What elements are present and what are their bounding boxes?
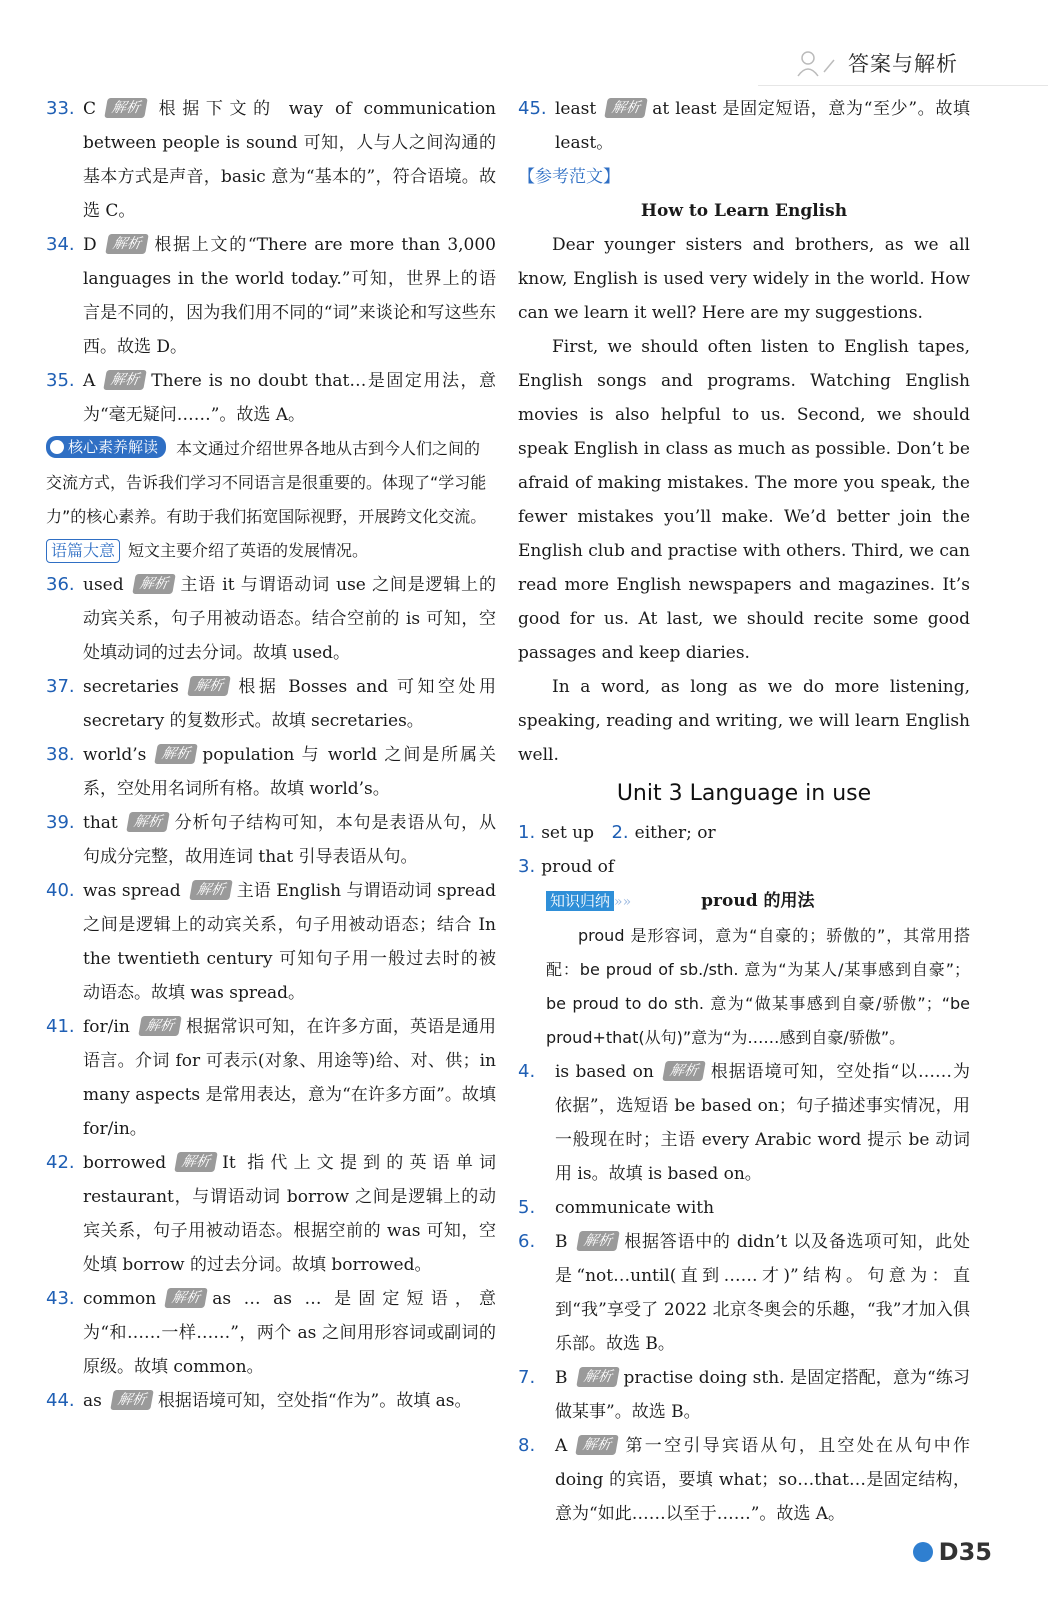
item-number: 35. [46,370,75,391]
answer: common [83,1289,157,1309]
right-column [518,92,970,1531]
item-number: 1. [518,822,536,843]
essay-paragraph: First, we should often listen to English tapes, English songs and programs. Watching English movies is also helpful to us. Second, we should speak English in class as much as possible. Don’t be afraid of making mistakes. The more you speak, the fewer mistakes you’ll make. We’d better join the English club and practise with others. Third, we can read more English newspapers and magazines. It’s good for us. At last, we should recite some good passages and keep diaries. [518,337,970,663]
answer-row [518,850,970,884]
analysis-tag: 解析 [189,880,233,900]
item-number: 38. [46,744,75,765]
answer: world’s [83,745,147,765]
analysis-tag: 解析 [164,1288,208,1308]
answer-item [46,738,496,806]
answer: was spread [83,881,181,901]
answer: C [83,99,97,119]
item-number: 43. [46,1288,75,1309]
answer: communicate with [555,1198,715,1218]
item-number: 33. [46,98,75,119]
page-header [758,40,1048,86]
analysis-text: population 与 world 之间是所属关系，空处用名词所有格。故填 world’s。 [83,745,496,799]
header-title: 答案与解析 [848,51,958,76]
analysis-text: 根据语境可知，空处指“以……为依据”，选短语 be based on；句子描述事实情况，用一般现在时；主语 every Arabic word 提示 be 动词用 is。故填 is based on。 [555,1062,970,1184]
answer-item [46,1282,496,1384]
answer: B [555,1368,568,1388]
answer-item [46,1146,496,1282]
answer: set up [541,823,595,843]
answer: B [555,1232,568,1252]
analysis-text: at least 是固定短语，意为“至少”。故填 least。 [555,99,970,153]
item-number: 41. [46,1016,75,1037]
analysis-text: as … as … 是固定短语，意为“和……一样……”，两个 as 之间用形容词或副词的原级。故填 common。 [83,1289,496,1377]
answer: least [555,99,597,119]
answer-item [518,1361,970,1429]
analysis-text: 主语 English 与谓语动词 spread 之间是逻辑上的动宾关系，句子用被动语态；结合 In the twentieth century 可知句子用一般过去时的被动语态。故填 was spread。 [83,881,496,1003]
answer-item [46,1010,496,1146]
analysis-tag: 解析 [187,676,231,696]
sample-essay-tag: 【参考范文】 [518,167,620,187]
answer: for/in [83,1017,130,1037]
analysis-tag: 解析 [104,98,148,118]
item-number: 4. [518,1061,536,1082]
analysis-text: 根据语境可知，空处指“作为”。故填 as。 [157,1391,472,1411]
analysis-text: practise doing sth. 是固定搭配，意为“练习做某事”。故选 B。 [555,1368,970,1422]
analysis-text: There is no doubt that…是固定用法，意为“毫无疑问……”。故选 A。 [83,371,496,425]
analysis-text: 根据 Bosses and 可知空处用 secretary 的复数形式。故填 secretaries。 [83,677,496,731]
core-literacy-text: 本文通过介绍世界各地从古到今人们之间的交流方式，告诉我们学习不同语言是很重要的。体现了“学习能力”的核心素养。有助于我们拓宽国际视野，开展跨文化交流。 [46,439,487,526]
analysis-text: 根据答语中的 didn’t 以及备选项可知，此处是“not…until(直到……才)”结构。句意为：直到“我”享受了 2022 北京冬奥会的乐趣，“我”才加入俱乐部。故选 B。 [555,1232,970,1354]
answer-item [46,1384,496,1418]
analysis-text: 根据常识可知，在许多方面，英语是通用语言。介词 for 可表示(对象、用途等)给、对、供；in many aspects 是常用表达，意为“在许多方面”。故填 for/in。 [83,1017,496,1139]
item-number: 7. [518,1367,536,1388]
answer-item [46,874,496,1010]
item-number: 42. [46,1152,75,1173]
analysis-text: It 指代上文提到的英语单词 restaurant，与谓语动词 borrow 之间是逻辑上的动宾关系，句子用被动语态。根据空前的 was 可知，空处填 borrow 的过去分词。故填 borrowed。 [83,1153,496,1275]
item-number: 36. [46,574,75,595]
essay-paragraph: In a word, as long as we do more listening, speaking, reading and writing, we will learn English well. [518,677,970,765]
item-number: 3. [518,856,536,877]
answer-item [46,364,496,432]
answer-item [518,1191,970,1225]
item-number: 8. [518,1435,536,1456]
answer-item [518,1225,970,1361]
summary-block [46,534,496,568]
analysis-tag: 解析 [132,574,176,594]
item-number: 34. [46,234,75,255]
core-literacy-block [46,432,496,534]
page-footer [913,1538,992,1566]
page-marker-icon [913,1542,933,1562]
analysis-text: 根据上文的“There are more than 3,000 languages in the world today.”可知，世界上的语言是不同的，因为我们用不同的“词”来谈论和写这些东西。故选 D。 [83,235,496,357]
analysis-text: 分析句子结构可知，本句是表语从句，从句成分完整，故用连词 that 引导表语从句。 [83,813,496,867]
answer: A [555,1436,568,1456]
answer: A [83,371,96,391]
analysis-tag: 解析 [155,744,199,764]
answer-item [518,92,970,160]
unit-title: Unit 3 Language in use [616,781,872,806]
item-number: 5. [518,1197,536,1218]
analysis-text: 根据下文的 way of communication between people is sound 可知，人与人之间沟通的基本方式是声音，basic 意为“基本的”，符合语境。故选 C。 [83,99,496,221]
item-number: 40. [46,880,75,901]
analysis-tag: 解析 [110,1390,154,1410]
answer-row [518,816,970,850]
knowledge-summary-title: proud 的用法 [701,891,815,911]
answer-item [518,1055,970,1191]
analysis-tag: 解析 [138,1016,182,1036]
item-number: 45. [518,98,547,119]
badge-icon [50,440,64,454]
core-literacy-tag: 核心素养解读 [46,436,166,458]
answer: borrowed [83,1153,167,1173]
arrow-icon: »» [614,894,632,910]
item-number: 39. [46,812,75,833]
analysis-tag: 解析 [104,370,148,390]
page-number: D35 [938,1538,992,1566]
analysis-tag: 解析 [105,234,149,254]
item-number: 37. [46,676,75,697]
analysis-tag: 解析 [662,1061,706,1081]
analysis-tag: 解析 [126,812,170,832]
analysis-tag: 解析 [174,1152,218,1172]
answer-item [46,568,496,670]
analysis-tag: 解析 [576,1231,620,1251]
item-number: 2. [611,822,629,843]
analysis-tag: 解析 [576,1367,620,1387]
answer-item [518,1429,970,1531]
analysis-tag: 解析 [604,98,648,118]
summary-tag: 语篇大意 [46,539,120,563]
knowledge-summary-text: proud 是形容词，意为“自豪的；骄傲的”，其常用搭配：be proud of sb./sth. 意为“为某人/某事感到自豪”；be proud to do sth. 意为“做某事感到自豪/骄傲”；“be proud+that(从句)”意为“为……感到自豪/骄傲”。 [546,926,970,1047]
knowledge-summary-tag: 知识归纳 [546,891,614,911]
analysis-text: 第一空引导宾语从句，且空处在从句中作 doing 的宾语，要填 what；so…that…是固定结构，意为“如此……以至于……”。故选 A。 [555,1436,970,1524]
answer: used [83,575,124,595]
item-number: 6. [518,1231,536,1252]
analysis-text: 主语 it 与谓语动词 use 之间是逻辑上的动宾关系，句子用被动语态。结合空前的 is 可知，空处填动词的过去分词。故填 used。 [83,575,496,663]
knowledge-summary-body [518,919,970,1055]
left-column [46,92,496,1418]
knowledge-summary-header [518,884,970,919]
answer-item [46,228,496,364]
answer: secretaries [83,677,179,697]
answer-item [46,92,496,228]
answer: either; or [634,823,716,843]
answer: as [83,1391,102,1411]
summary-text: 短文主要介绍了英语的发展情况。 [128,541,369,560]
item-number: 44. [46,1390,75,1411]
essay-title: How to Learn English [640,201,848,221]
answer-item [46,806,496,874]
answer: D [83,235,97,255]
person-icon [794,48,838,78]
essay-paragraph: Dear younger sisters and brothers, as we all know, English is used very widely in the world. How can we learn it well? Here are my suggestions. [518,235,970,323]
answer: that [83,813,118,833]
answer: is based on [555,1062,654,1082]
analysis-tag: 解析 [576,1435,620,1455]
answer-item [46,670,496,738]
answer: proud of [541,857,615,877]
